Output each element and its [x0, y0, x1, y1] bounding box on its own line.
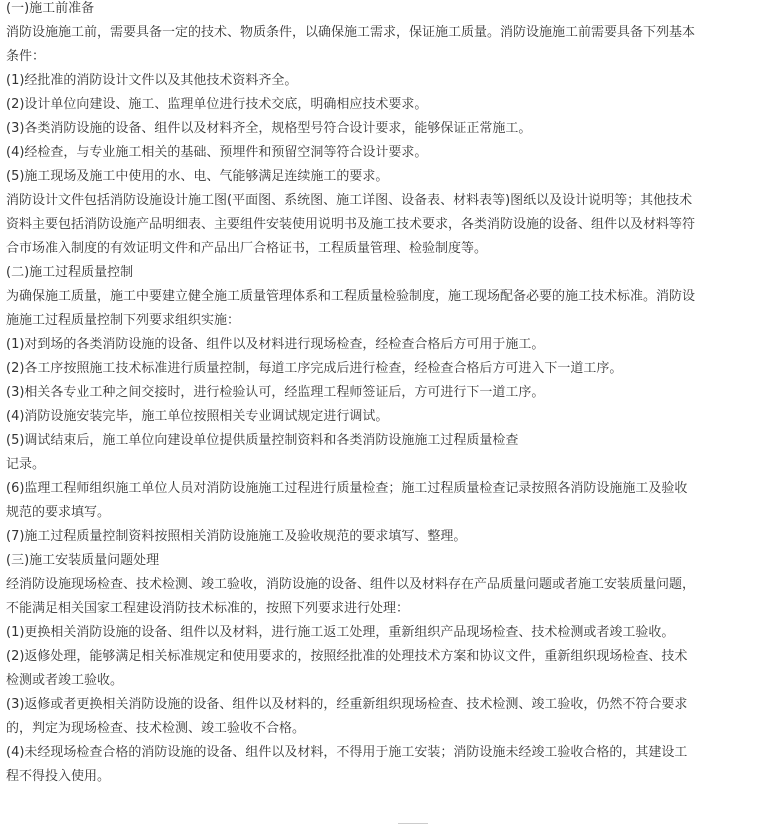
list-item: (2)设计单位向建设、施工、监理单位进行技术交底，明确相应技术要求。 — [6, 97, 428, 112]
paragraph-line: 资料主要包括消防设施产品明细表、主要组件安装使用说明书及施工技术要求，各类消防设施的设备、组件以及材料等符 — [6, 217, 696, 232]
list-item-continuation: 记录。 — [6, 457, 46, 472]
paragraph-line: 消防设施施工前，需要具备一定的技术、物质条件，以确保施工需求，保证施工质量。消防设施施工前需要具备下列基本 — [6, 25, 696, 40]
list-item: (5)调试结束后，施工单位向建设单位提供质量控制资料和各类消防设施施工过程质量检查 — [6, 433, 519, 448]
list-item: (6)监理工程师组织施工单位人员对消防设施施工过程进行质量检查；施工过程质量检查记录按照各消防设施施工及验收 — [6, 481, 688, 496]
list-item-continuation: 检测或者竣工验收。 — [6, 673, 124, 688]
list-item-continuation: 的，判定为现场检查、技术检测、竣工验收不合格。 — [6, 721, 306, 736]
list-item: (4)未经现场检查合格的消防设施的设备、组件以及材料，不得用于施工安装；消防设施未经竣工验收合格的，其建设工 — [6, 745, 688, 760]
paragraph-line: 经消防设施现场检查、技术检测、竣工验收，消防设施的设备、组件以及材料存在产品质量问题或者施工安装质量问题， — [6, 577, 696, 592]
list-item: (1)更换相关消防设施的设备、组件以及材料，进行施工返工处理，重新组织产品现场检查、技术检测或者竣工验收。 — [6, 625, 675, 640]
paragraph-line: 合市场准入制度的有效证明文件和产品出厂合格证书，工程质量管理、检验制度等。 — [6, 241, 488, 256]
bottom-divider — [398, 823, 428, 824]
list-item: (1)对到场的各类消防设施的设备、组件以及材料进行现场检查，经检查合格后方可用于施工。 — [6, 337, 545, 352]
list-item: (5)施工现场及施工中使用的水、电、气能够满足连续施工的要求。 — [6, 169, 389, 184]
paragraph-line: 条件： — [6, 49, 46, 64]
section-heading-3: (三)施工安装质量问题处理 — [6, 553, 160, 568]
list-item: (7)施工过程质量控制资料按照相关消防设施施工及验收规范的要求填写、整理。 — [6, 529, 467, 544]
list-item-continuation: 规范的要求填写。 — [6, 505, 111, 520]
list-item-continuation: 程不得投入使用。 — [6, 769, 111, 784]
section-heading-1: (一)施工前准备 — [6, 1, 95, 16]
paragraph-line: 为确保施工质量，施工中要建立健全施工质量管理体系和工程质量检验制度，施工现场配备必要的施工技术标准。消防设 — [6, 289, 696, 304]
paragraph-line: 不能满足相关国家工程建设消防技术标准的，按照下列要求进行处理： — [6, 601, 410, 616]
list-item: (2)各工序按照施工技术标准进行质量控制，每道工序完成后进行检查，经检查合格后方可进入下一道工序。 — [6, 361, 623, 376]
list-item: (4)消防设施安装完毕，施工单位按照相关专业调试规定进行调试。 — [6, 409, 389, 424]
paragraph-line: 消防设计文件包括消防设施设计施工图(平面图、系统图、施工详图、设备表、材料表等)图纸以及设计说明等；其他技术 — [6, 193, 693, 208]
list-item: (2)返修处理，能够满足相关标准规定和使用要求的，按照经批准的处理技术方案和协议文件，重新组织现场检查、技术 — [6, 649, 688, 664]
list-item: (4)经检查，与专业施工相关的基础、预埋件和预留空洞等符合设计要求。 — [6, 145, 428, 160]
list-item: (3)相关各专业工种之间交接时，进行检验认可，经监理工程师签证后，方可进行下一道工序。 — [6, 385, 545, 400]
list-item: (1)经批准的消防设计文件以及其他技术资料齐全。 — [6, 73, 298, 88]
list-item: (3)返修或者更换相关消防设施的设备、组件以及材料的，经重新组织现场检查、技术检测、竣工验收，仍然不符合要求 — [6, 697, 688, 712]
section-heading-2: (二)施工过程质量控制 — [6, 265, 134, 280]
list-item: (3)各类消防设施的设备、组件以及材料齐全，规格型号符合设计要求，能够保证正常施工。 — [6, 121, 532, 136]
paragraph-line: 施施工过程质量控制下列要求组织实施： — [6, 313, 241, 328]
